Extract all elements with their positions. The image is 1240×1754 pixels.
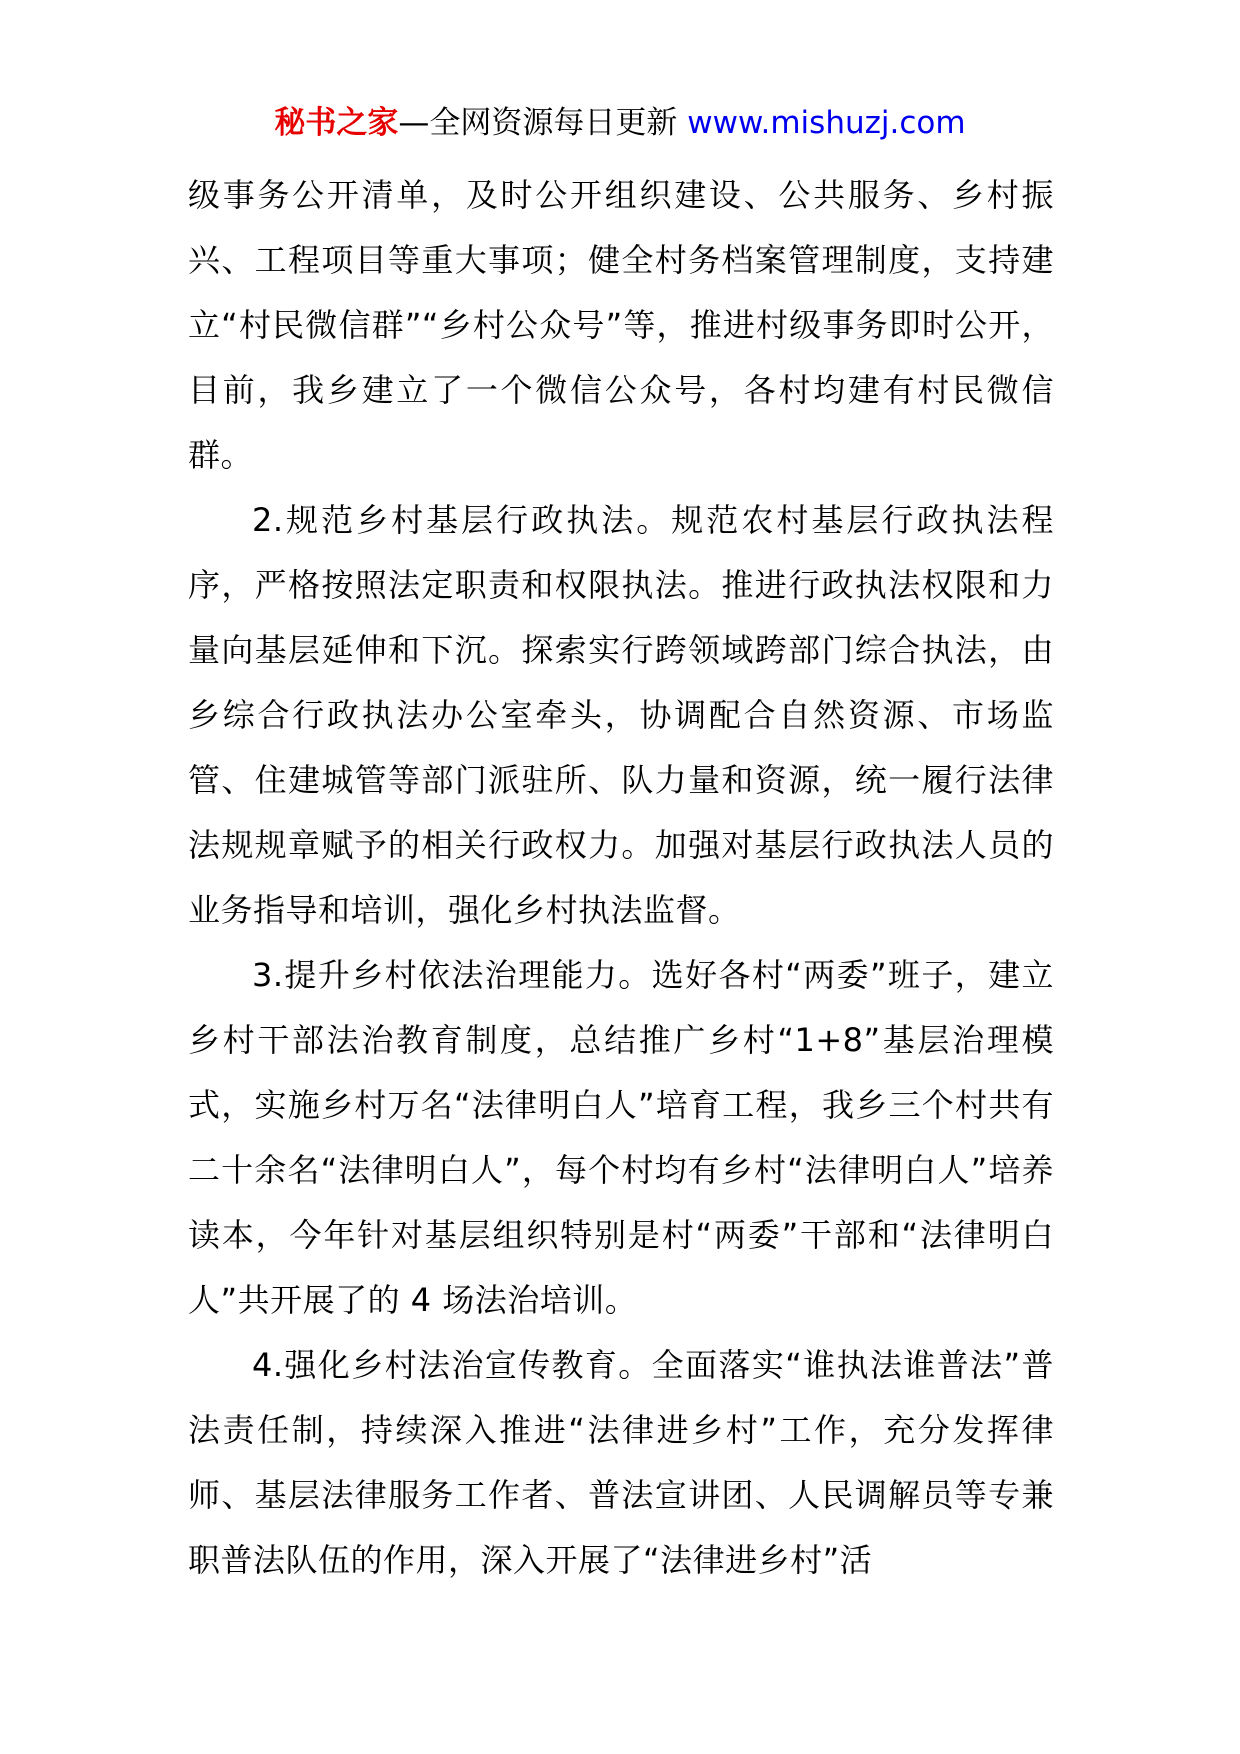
paragraph-item-4: 4.强化乡村法治宣传教育。全面落实“谁执法谁普法”普法责任制，持续深入推进“法律进乡村”工作，充分发挥律师、基层法律服务工作者、普法宣讲团、人民调解员等专兼职普法队伍的作用，深入开展了“法律进乡村”活 — [188, 1346, 1054, 1579]
paragraph-item-3: 3.提升乡村依法治理能力。选好各村“两委”班子，建立乡村干部法治教育制度，总结推广乡村“1+8”基层治理模式，实施乡村万名“法律明白人”培育工程，我乡三个村共有二十余名“法律明白人”，每个村均有乡村“法律明白人”培养读本，今年针对基层组织特别是村“两委”干部和“法律明白人”共开展了的 4 场法治培训。 — [188, 956, 1054, 1319]
page-header — [0, 103, 1240, 143]
document-body — [188, 163, 1054, 1593]
paragraph-continued: 级事务公开清单，及时公开组织建设、公共服务、乡村振兴、工程项目等重大事项；健全村务档案管理制度，支持建立“村民微信群”“乡村公众号”等，推进村级事务即时公开，目前，我乡建立了一个微信公众号，各村均建有村民微信群。 — [188, 176, 1054, 474]
brand-name: 秘书之家 — [274, 105, 399, 141]
site-url-link[interactable]: www.mishuzj.com — [687, 105, 966, 141]
paragraph-item-2: 2.规范乡村基层行政执法。规范农村基层行政执法程序，严格按照法定职责和权限执法。推进行政执法权限和力量向基层延伸和下沉。探索实行跨领域跨部门综合执法，由乡综合行政执法办公室牵头，协调配合自然资源、市场监管、住建城管等部门派驻所、队力量和资源，统一履行法律法规规章赋予的相关行政权力。加强对基层行政执法人员的业务指导和培训，强化乡村执法监督。 — [188, 501, 1054, 929]
header-tagline: —全网资源每日更新 — [398, 105, 678, 141]
